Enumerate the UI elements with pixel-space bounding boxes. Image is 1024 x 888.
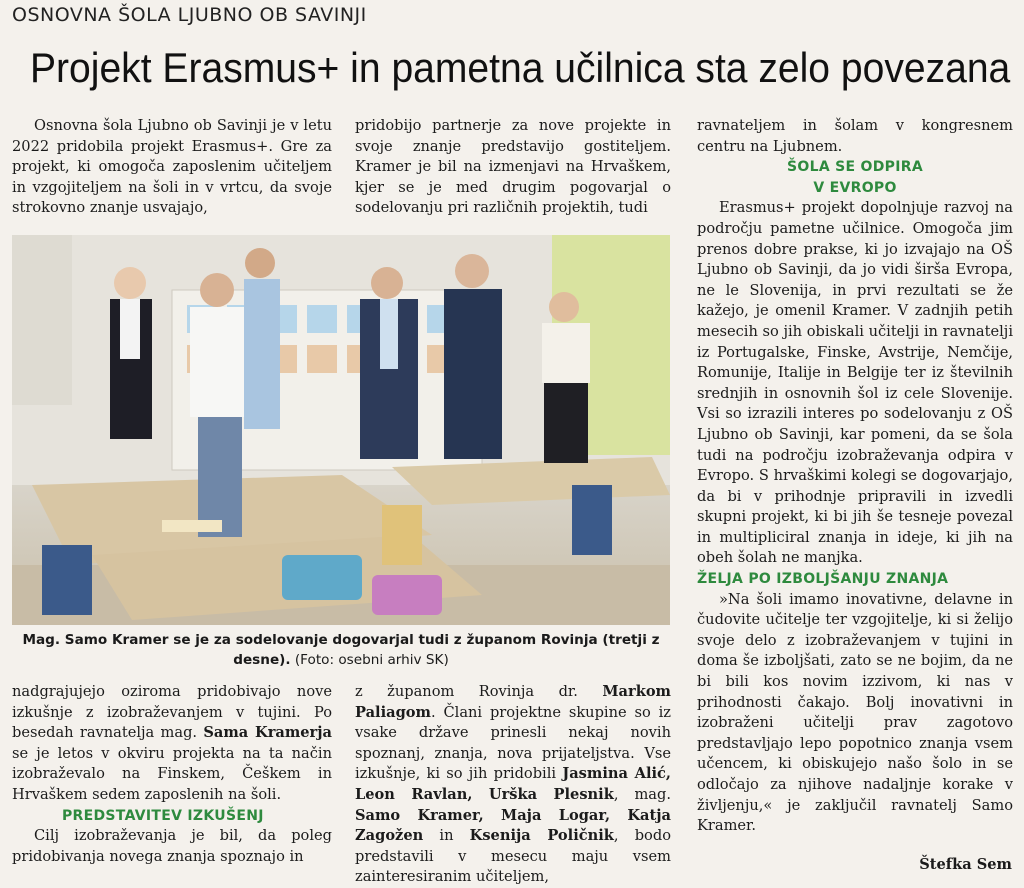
subheading-line-1: ŠOLA SE ODPIRA [787,159,923,176]
paragraph-col2-top: pridobijo partnerje za nove projekte in svoje znanje predstavijo gostiteljem. Kramer je bil na izmenjavi na Hrvaškem, kjer se je med drugim pogovarjal o sodelovanju pri različnih projektih, tudi [355,117,671,217]
paragraph-intro: Osnovna šola Ljubno ob Savinji je v letu 2022 pridobila projekt Erasmus+. Gre za projekt, ki omogoča zaposlenim učiteljem in vzgojiteljem na šoli in v vrtcu, da svoje strokovno znanje usvajajo, [12,117,332,217]
paragraph-col1-goal: Cilj izobraževanja je bil, da poleg pridobivanja novega znanja spoznajo in [12,827,332,865]
column-1-top [12,116,332,219]
paragraph-col3-quote: »Na šoli imamo inovativne, delavne in čudovite učitelje ter vzgojitelje, ki si želijo svoje delo z izobraževanjem v tujini in doma še izboljšati, zato se ne bojim, da ne bi bili kos novim izzivom, ki nas v prihodnosti čakajo. Bolj inovativni in izobraženi učitelji prav zagotovo predstavljajo lepo popotnico znanja vsem učencem, ki obiskujejo našo šolo in se odločajo za njihove nadaljnje korake v življenju,« je zaključil ravnatelj Samo Kramer. [697,590,1013,835]
names-team-3: Ksenija Poličnik [469,827,614,845]
headline: Projekt Erasmus+ in pametna učilnica sta zelo povezana [30,44,1011,91]
name-paliago: Markom Paliagom [355,683,671,721]
name-kramer: Sama Kramerja [203,724,332,742]
paragraph-col2-bottom [355,682,671,888]
names-team-2: Samo Kramer, Maja Logar, Katja Zagožen [355,806,671,845]
text-col2-c: , mag. [613,785,671,803]
subheading-sola-se-odpira [697,157,1013,198]
text-col2-e: , bodo predstavili v mesecu maju vsem zainteresiranim učiteljem, [355,827,671,886]
text-col2-b: . Člani projektne skupine so iz vsake države prinesli nekaj novih spoznanj, znanja, nova prijateljstva. Vse izkušnje, ki so jih pridobili [355,703,671,783]
subheading-zelja: ŽELJA PO IZBOLJŠANJU ZNANJA [697,571,949,588]
subheading-line-2: V EVROPO [813,179,897,196]
column-1-bottom [12,682,332,867]
column-3 [697,116,1013,837]
column-2-top [355,116,671,219]
text-col2-a: z županom Rovinja dr. [355,683,603,700]
names-team-1: Jasmina Alić, Leon Ravlan, Urška Plesnik [355,765,671,803]
caption-credit: (Foto: osebni arhiv SK) [290,652,449,668]
photo-caption [12,630,670,670]
section-kicker: OSNOVNA ŠOLA LJUBNO OB SAVINJI [12,4,367,26]
subheading-predstavitev: PREDSTAVITEV IZKUŠENJ [62,807,264,824]
article-photo [12,235,670,625]
paragraph-col3-intro: ravnateljem in šolam v kongresnem centru na Ljubnem. [697,117,1013,155]
column-2-bottom [355,682,671,888]
text-col1-b: se je letos v okviru projekta na ta način izobraževalo na Finskem, Češkem in Hrvaškem sedem zaposlenih na šoli. [12,744,332,803]
text-col1-a: nadgrajujejo oziroma pridobivajo nove izkušnje z izobraževanjem v tujini. Po besedah ravnatelja mag. [12,683,332,742]
caption-text: Mag. Samo Kramer se je za sodelovanje dogovarjal tudi z županom Rovinja (tretji z desne). [22,632,660,668]
classroom-photo-illustration [12,235,670,625]
text-col2-d: in [423,827,470,845]
paragraph-col3-europe: Erasmus+ projekt dopolnjuje razvoj na področju pametne učilnice. Omogoča jim prenos dobre prakse, ki jo izvajajo na OŠ Ljubno ob Savinji, da jo vidi širša Evropa, ne le Slovenija, in prvi rezultati se že kažejo, je omenil Kramer. V zadnjih petih mesecih so jih obiskali učitelji in ravnatelji iz Portugalske, Finske, Avstrije, Nemčije, Romunije, Italije in Belgije ter iz številnih srednjih in osnovnih šol iz cele Slovenije. Vsi so izrazili interes po sodelovanju z OŠ Ljubno ob Savinji, kar pomeni, da se šola tudi na področju izobraževanja odpira v Evropo. S hrvaškimi kolegi se dogovarjajo, da bi v prihodnje pripravili in izvedli skupni projekt, ki bi jih še tesneje povezal in multipliciral znanja in ideje, ki jih na obeh šolah ne manjka. [697,199,1013,567]
author-byline: Štefka Sem [919,856,1012,873]
paragraph-col1-bottom [12,682,332,806]
